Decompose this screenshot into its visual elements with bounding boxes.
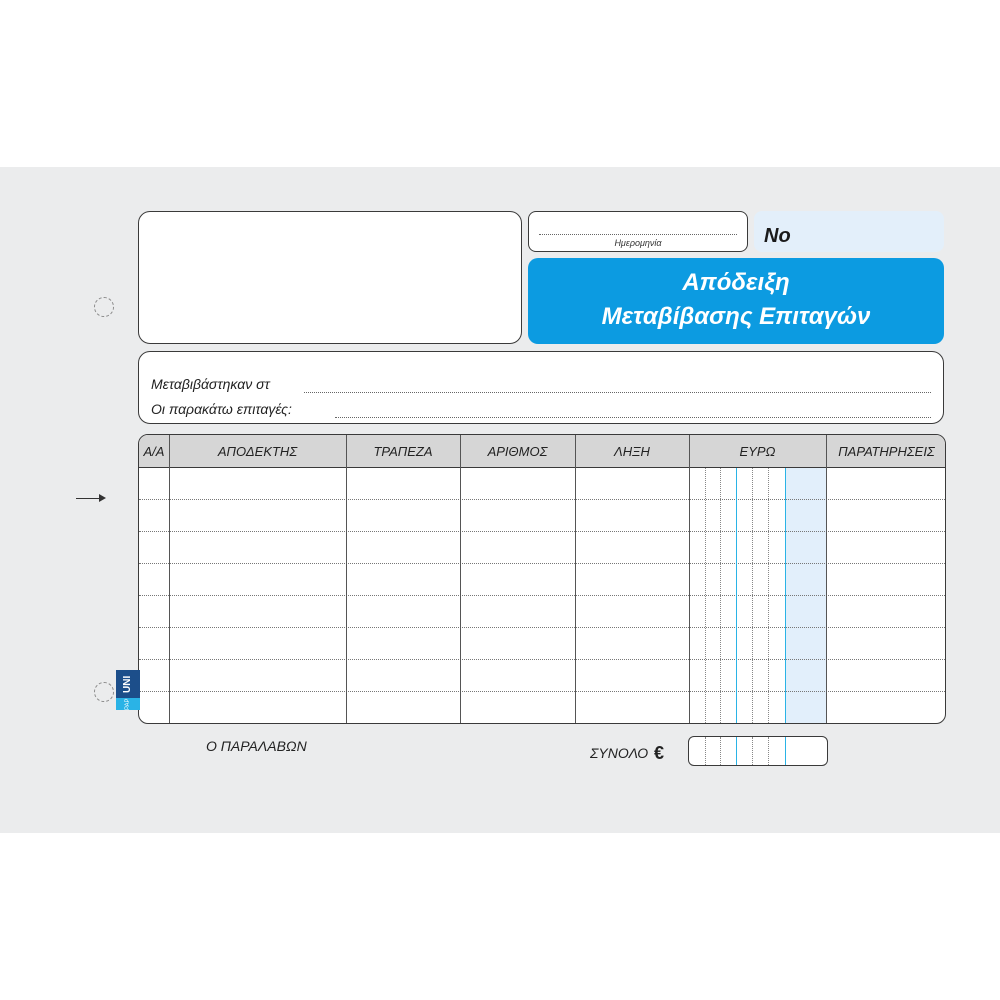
total-thousands-divider <box>736 737 737 765</box>
row-divider <box>139 659 945 660</box>
column-header-remarks: ΠΑΡΑΤΗΡΗΣΕΙΣ <box>838 444 935 459</box>
transfer-info-box[interactable] <box>138 351 944 424</box>
uni-pap-logo <box>116 670 140 710</box>
column-divider <box>169 435 170 723</box>
euro-cents-divider <box>785 468 786 723</box>
column-header-bank: ΤΡΑΠΕΖΑ <box>373 444 433 459</box>
row-divider <box>139 499 945 500</box>
row-divider <box>139 563 945 564</box>
row-divider <box>139 627 945 628</box>
total-label: ΣΥΝΟΛΟ <box>590 745 649 761</box>
table-header <box>139 435 945 468</box>
euro-digit-divider <box>720 468 721 723</box>
column-divider <box>826 435 827 723</box>
logo-text: UNI <box>116 670 140 698</box>
arrow-right-icon <box>76 498 104 499</box>
date-dotted-line <box>539 234 737 235</box>
title-line-1: Απόδειξη <box>682 269 790 296</box>
column-divider <box>346 435 347 723</box>
following-cheques-dotted-line <box>335 417 931 418</box>
date-field[interactable] <box>528 211 748 252</box>
column-header-euro: ΕΥΡΩ <box>739 444 776 459</box>
euro-digit-divider <box>705 468 706 723</box>
title-line-2: Μεταβίβασης Επιταγών <box>601 303 871 330</box>
logo-subtext: PAP <box>116 698 140 710</box>
address-box[interactable] <box>138 211 522 344</box>
total-digit-divider <box>752 737 753 765</box>
total-digit-divider <box>705 737 706 765</box>
date-label: Ημερομηνία <box>614 238 662 248</box>
column-header-number: ΑΡΙΘΜΟΣ <box>487 444 548 459</box>
title-banner <box>528 258 944 344</box>
total-amount-field[interactable] <box>688 736 828 766</box>
total-digit-divider <box>720 737 721 765</box>
binder-hole-top <box>94 297 114 317</box>
euro-thousands-divider <box>736 468 737 723</box>
column-divider <box>689 435 690 723</box>
number-field[interactable] <box>754 211 944 252</box>
cheques-table <box>138 434 946 724</box>
row-divider <box>139 595 945 596</box>
column-divider <box>575 435 576 723</box>
following-cheques-label: Οι παρακάτω επιταγές: <box>151 401 292 417</box>
transferred-to-label: Μεταβιβάστηκαν στ <box>151 376 270 392</box>
receiver-label: Ο ΠΑΡΑΛΑΒΩΝ <box>206 738 307 754</box>
row-divider <box>139 531 945 532</box>
number-label: No <box>764 225 791 247</box>
euro-sign-icon: € <box>654 743 665 763</box>
total-cents-divider <box>785 737 786 765</box>
euro-digit-divider <box>768 468 769 723</box>
column-header-recipient: ΑΠΟΔΕΚΤΗΣ <box>217 444 298 459</box>
total-digit-divider <box>768 737 769 765</box>
row-divider <box>139 691 945 692</box>
column-header-due-date: ΛΗΞΗ <box>614 444 650 459</box>
binder-hole-bottom <box>94 682 114 702</box>
transferred-to-dotted-line <box>304 392 931 393</box>
column-header-aa: Α/Α <box>143 444 165 459</box>
euro-digit-divider <box>752 468 753 723</box>
column-divider <box>460 435 461 723</box>
